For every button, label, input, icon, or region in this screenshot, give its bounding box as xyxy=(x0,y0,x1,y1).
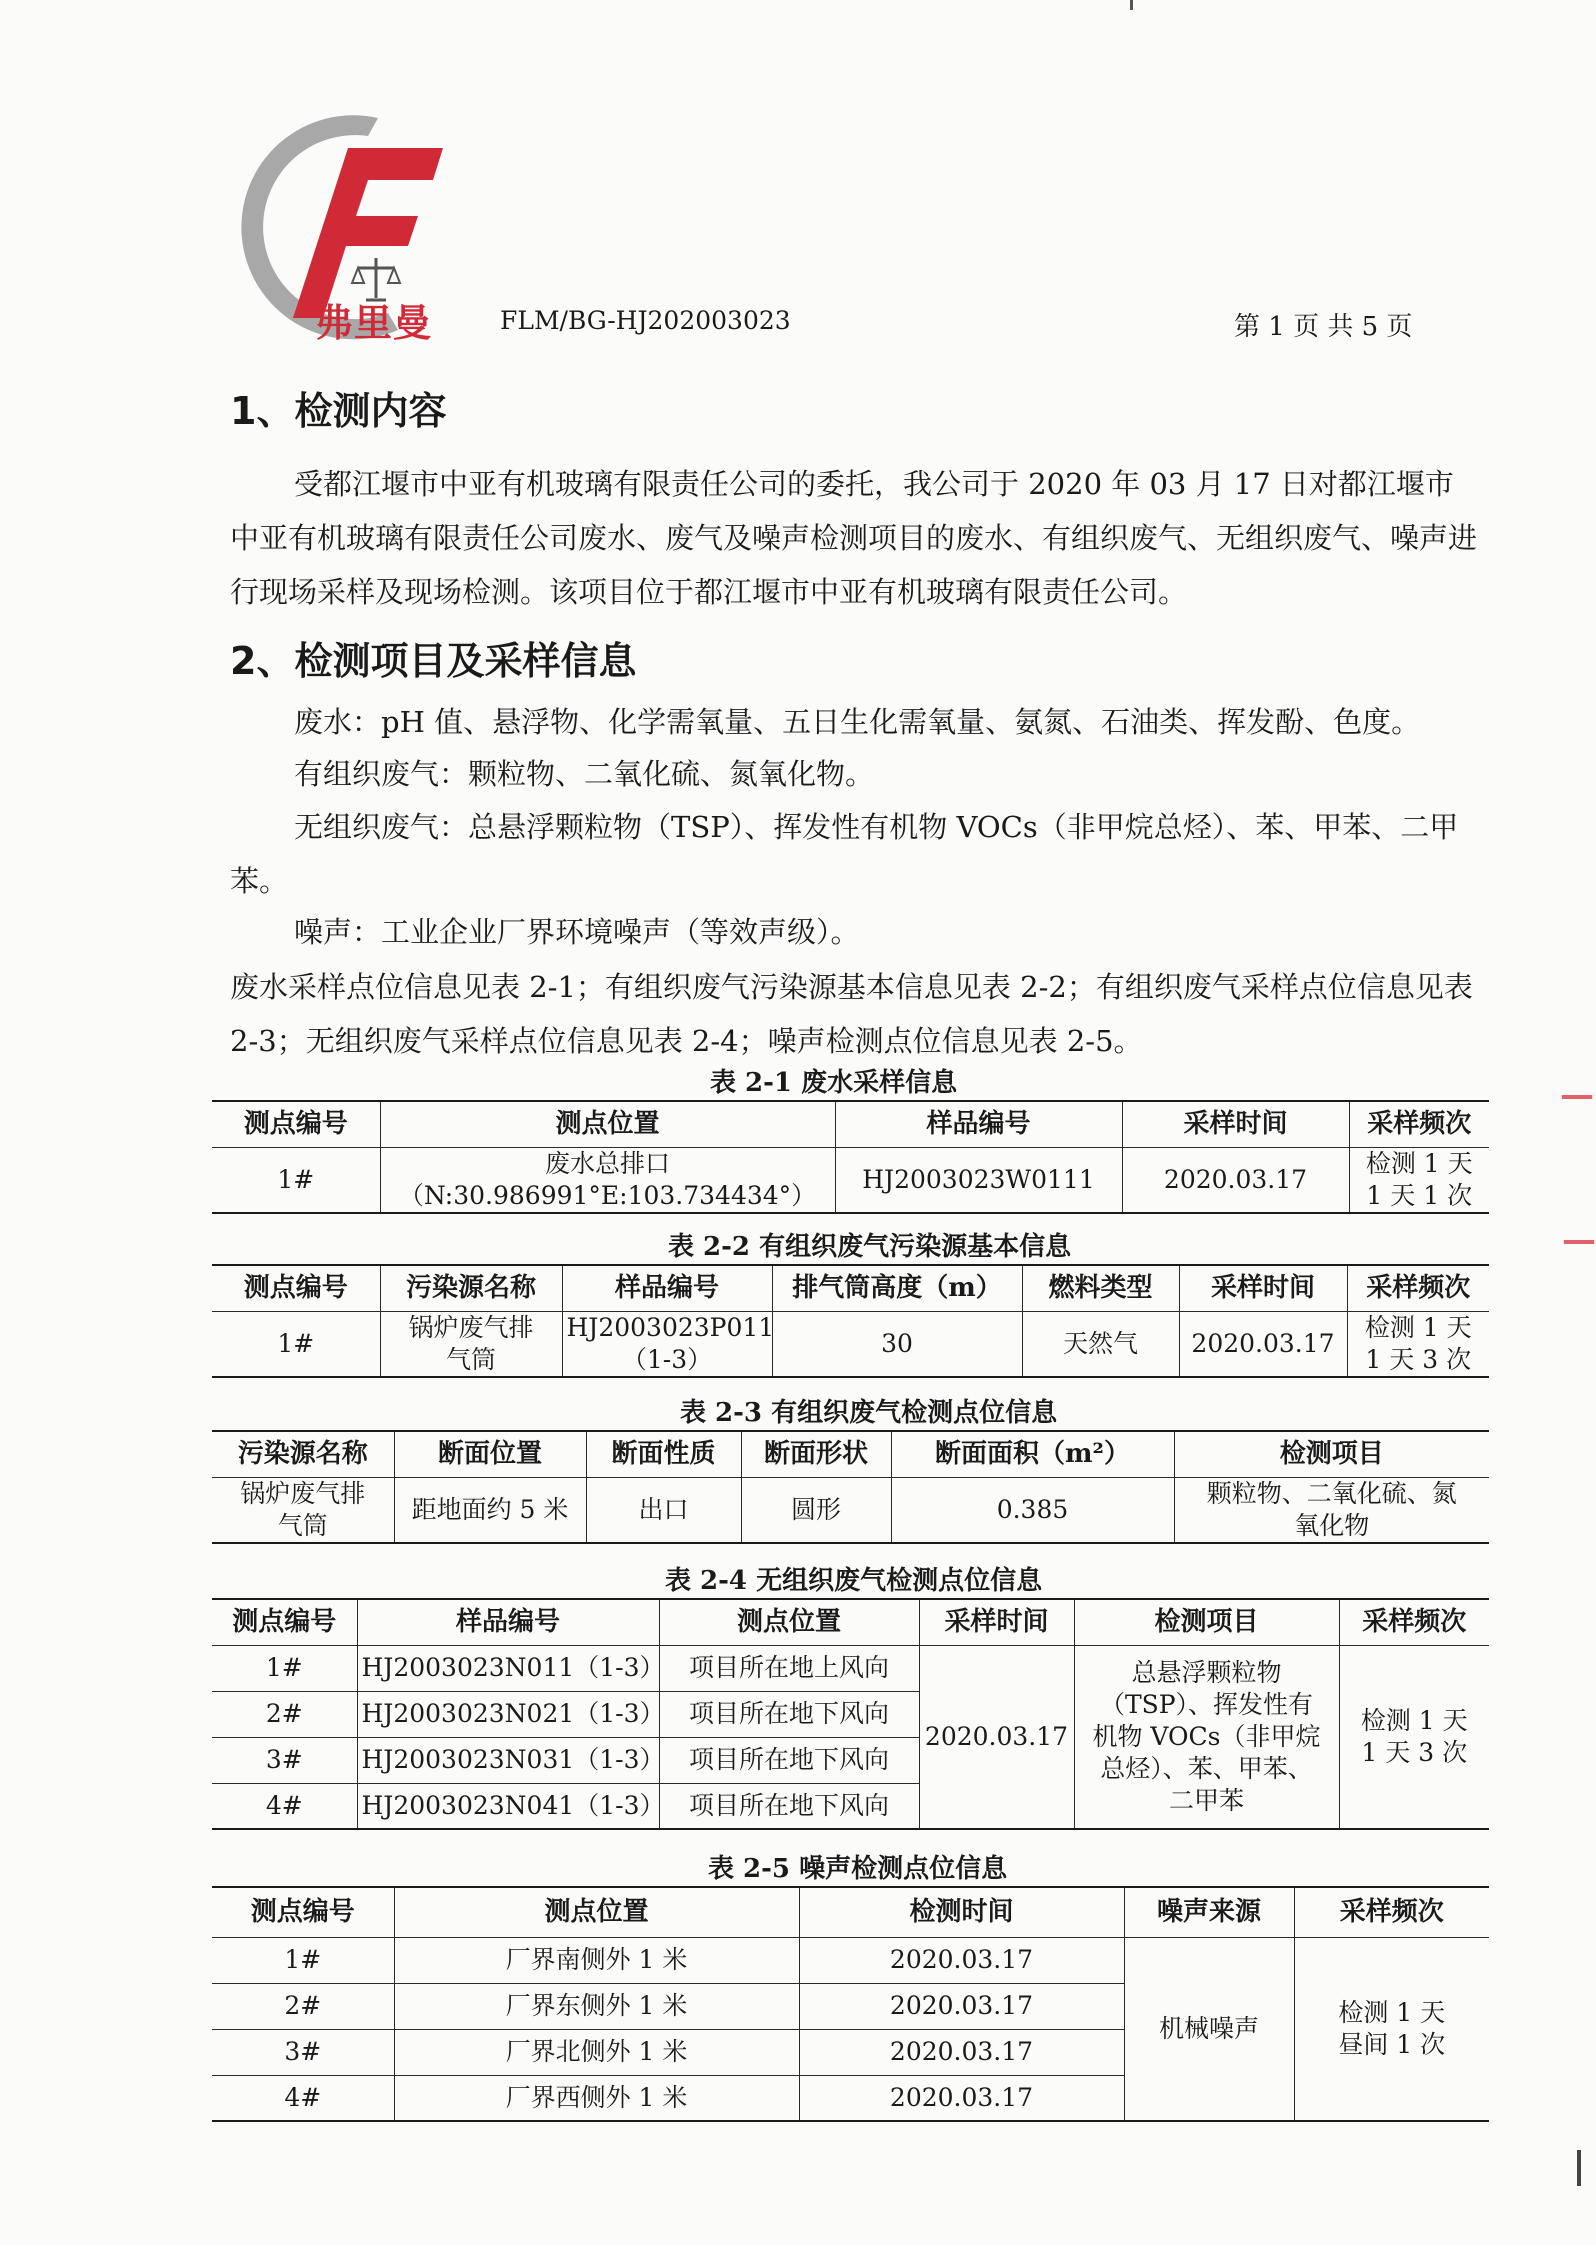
table-row xyxy=(212,1477,1489,1543)
cell-location: 项目所在地下风向 xyxy=(659,1783,919,1829)
table-row xyxy=(212,1645,1489,1691)
col-header: 样品编号 xyxy=(562,1265,772,1311)
cell-id: 4# xyxy=(212,1783,357,1829)
table-2-2 xyxy=(212,1264,1489,1378)
items-line-5: 二甲苯 xyxy=(1168,1785,1244,1815)
col-header: 测点编号 xyxy=(212,1887,394,1937)
cell-items xyxy=(1174,1477,1489,1543)
cell-time: 2020.03.17 xyxy=(1179,1311,1347,1377)
location-line-1: 废水总排口 xyxy=(544,1148,670,1178)
col-header: 采样频次 xyxy=(1294,1887,1489,1937)
frequency-line-1: 检测 1 天 xyxy=(1338,1997,1446,2027)
cell-id: 2# xyxy=(212,1691,357,1737)
cell-time: 2020.03.17 xyxy=(799,2029,1124,2075)
col-header: 测点位置 xyxy=(394,1887,799,1937)
cell-frequency xyxy=(1339,1645,1489,1829)
col-header: 燃料类型 xyxy=(1022,1265,1179,1311)
cell-location: 厂界南侧外 1 米 xyxy=(394,1937,799,1983)
col-header: 采样时间 xyxy=(919,1599,1074,1645)
col-header: 采样频次 xyxy=(1339,1599,1489,1645)
cell-id: 1# xyxy=(212,1937,394,1983)
cell-sample: HJ2003023N021（1-3） xyxy=(357,1691,659,1737)
cell-time: 2020.03.17 xyxy=(799,1937,1124,1983)
table-2-3-caption: 表 2-3 有组织废气检测点位信息 xyxy=(680,1398,1058,1428)
col-header: 断面形状 xyxy=(741,1431,891,1477)
table-2-4-caption: 表 2-4 无组织废气检测点位信息 xyxy=(665,1566,1043,1596)
cell-sample xyxy=(562,1311,775,1377)
col-header: 检测项目 xyxy=(1174,1431,1489,1477)
table-row xyxy=(212,1147,1489,1213)
sample-line-2: （1-3） xyxy=(621,1344,713,1374)
table-row xyxy=(212,1311,1489,1377)
col-header: 噪声来源 xyxy=(1124,1887,1294,1937)
noise-items: 噪声：工业企业厂界环境噪声（等效声级）。 xyxy=(294,915,860,949)
items-line-1: 颗粒物、二氧化硫、氮 xyxy=(1206,1478,1457,1508)
col-header: 采样频次 xyxy=(1349,1101,1489,1147)
col-header: 断面性质 xyxy=(586,1431,741,1477)
table-row xyxy=(212,1937,1489,1983)
cell-height: 30 xyxy=(772,1311,1022,1377)
cell-location: 厂界西侧外 1 米 xyxy=(394,2075,799,2121)
section-1-title: 1、检测内容 xyxy=(230,389,447,433)
cell-frequency xyxy=(1294,1937,1489,2121)
frequency-line-1: 检测 1 天 xyxy=(1365,1148,1473,1178)
cell-id: 1# xyxy=(212,1645,357,1691)
cell-area: 0.385 xyxy=(891,1477,1174,1543)
cell-items xyxy=(1074,1645,1339,1829)
section-2-title: 2、检测项目及采样信息 xyxy=(230,639,637,683)
cell-location: 项目所在地上风向 xyxy=(659,1645,919,1691)
cell-id: 3# xyxy=(212,2029,394,2075)
cell-sample: HJ2003023N031（1-3） xyxy=(357,1737,659,1783)
unorganized-gas-items: 无组织废气：总悬浮颗粒物（TSP）、挥发性有机物 VOCs（非甲烷总烃）、苯、甲苯、二甲苯。 xyxy=(230,810,1459,898)
frequency-line-2: 1 天 3 次 xyxy=(1361,1737,1468,1767)
frequency-line-2: 1 天 1 次 xyxy=(1366,1180,1473,1210)
col-header: 测点编号 xyxy=(212,1101,380,1147)
frequency-line-1: 检测 1 天 xyxy=(1364,1312,1472,1342)
organized-gas-items: 有组织废气：颗粒物、二氧化硫、氮氧化物。 xyxy=(294,757,875,791)
table-2-5-caption: 表 2-5 噪声检测点位信息 xyxy=(708,1854,1008,1884)
cell-id: 2# xyxy=(212,1983,394,2029)
col-header: 采样频次 xyxy=(1347,1265,1489,1311)
source-name-line-1: 锅炉废气排 xyxy=(240,1478,366,1508)
cell-shape: 圆形 xyxy=(741,1477,891,1543)
cell-frequency xyxy=(1349,1147,1489,1213)
cell-time: 2020.03.17 xyxy=(799,2075,1124,2121)
partial-stamp-top: — xyxy=(1560,1075,1594,1115)
partial-stamp-bottom: — xyxy=(1562,1220,1596,1260)
cell-sample: HJ2003023N041（1-3） xyxy=(357,1783,659,1829)
items-line-2: （TSP）、挥发性有 xyxy=(1099,1689,1314,1719)
source-name-line-2: 气筒 xyxy=(277,1510,328,1540)
table-2-2-caption: 表 2-2 有组织废气污染源基本信息 xyxy=(668,1232,1072,1262)
col-header: 采样时间 xyxy=(1122,1101,1349,1147)
cell-fuel: 天然气 xyxy=(1022,1311,1179,1377)
table-references: 废水采样点位信息见表 2-1；有组织废气污染源基本信息见表 2-2；有组织废气采样点位信息见表 2-3；无组织废气采样点位信息见表 2-4；噪声检测点位信息见表 2-5。 xyxy=(230,970,1473,1058)
items-line-2: 氧化物 xyxy=(1294,1510,1370,1540)
frequency-line-2: 昼间 1 次 xyxy=(1338,2029,1446,2059)
source-name-line-2: 气筒 xyxy=(445,1344,496,1374)
col-header: 污染源名称 xyxy=(380,1265,562,1311)
location-line-2: （N:30.986991°E:103.734434°） xyxy=(398,1180,817,1210)
cell-position: 距地面约 5 米 xyxy=(394,1477,586,1543)
cell-noise-source: 机械噪声 xyxy=(1124,1937,1294,2121)
items-line-4: 总烃）、苯、甲苯、 xyxy=(1100,1753,1313,1783)
cell-time: 2020.03.17 xyxy=(799,1983,1124,2029)
section-1-paragraph: 受都江堰市中亚有机玻璃有限责任公司的委托，我公司于 2020 年 03 月 17 日对都江堰市中亚有机玻璃有限责任公司废水、废气及噪声检测项目的废水、有组织废气、无组织废气、噪声进行现场采样及现场检测。该项目位于都江堰市中亚有机玻璃有限责任公司。 xyxy=(230,467,1478,609)
col-header: 样品编号 xyxy=(835,1101,1122,1147)
col-header: 测点位置 xyxy=(659,1599,919,1645)
col-header: 检测时间 xyxy=(799,1887,1124,1937)
cell-source-name xyxy=(212,1477,394,1543)
cell-location: 厂界东侧外 1 米 xyxy=(394,1983,799,2029)
cell-sample: HJ2003023W0111 xyxy=(835,1147,1122,1213)
cell-id: 1# xyxy=(212,1147,380,1213)
cell-time: 2020.03.17 xyxy=(919,1645,1074,1829)
col-header: 断面位置 xyxy=(394,1431,586,1477)
items-line-1: 总悬浮颗粒物 xyxy=(1131,1657,1282,1687)
cell-source-name xyxy=(380,1311,562,1377)
table-2-5 xyxy=(212,1886,1489,2122)
cell-location xyxy=(380,1147,835,1213)
col-header: 测点编号 xyxy=(212,1599,357,1645)
cell-frequency xyxy=(1347,1311,1489,1377)
col-header: 采样时间 xyxy=(1179,1265,1347,1311)
col-header: 断面面积（m²） xyxy=(891,1431,1174,1477)
right-edge-mark xyxy=(1577,2150,1581,2186)
col-header: 检测项目 xyxy=(1074,1599,1339,1645)
cell-time: 2020.03.17 xyxy=(1122,1147,1349,1213)
col-header: 样品编号 xyxy=(357,1599,659,1645)
table-2-3 xyxy=(212,1430,1489,1544)
col-header: 测点位置 xyxy=(380,1101,835,1147)
frequency-line-2: 1 天 3 次 xyxy=(1365,1344,1472,1374)
cell-sample: HJ2003023N011（1-3） xyxy=(357,1645,659,1691)
cell-id: 3# xyxy=(212,1737,357,1783)
page-indicator: 第 1 页 共 5 页 xyxy=(1234,312,1413,342)
cell-nature: 出口 xyxy=(586,1477,741,1543)
table-2-1-caption: 表 2-1 废水采样信息 xyxy=(710,1068,958,1098)
top-edge-mark xyxy=(1130,0,1133,10)
cell-id: 1# xyxy=(212,1311,380,1377)
col-header: 排气筒高度（m） xyxy=(772,1265,1022,1311)
wastewater-items: 废水：pH 值、悬浮物、化学需氧量、五日生化需氧量、氨氮、石油类、挥发酚、色度。 xyxy=(294,705,1421,739)
table-2-1 xyxy=(212,1100,1489,1214)
col-header: 测点编号 xyxy=(212,1265,380,1311)
logo-text: 弗里曼 xyxy=(315,301,433,345)
cell-id: 4# xyxy=(212,2075,394,2121)
cell-location: 厂界北侧外 1 米 xyxy=(394,2029,799,2075)
source-name-line-1: 锅炉废气排 xyxy=(408,1312,534,1342)
document-code: FLM/BG-HJ202003023 xyxy=(500,306,791,335)
items-line-3: 机物 VOCs（非甲烷 xyxy=(1092,1721,1321,1751)
col-header: 污染源名称 xyxy=(212,1431,394,1477)
cell-location: 项目所在地下风向 xyxy=(659,1737,919,1783)
sample-line-1: HJ2003023P011 xyxy=(566,1312,775,1342)
table-2-4 xyxy=(212,1598,1489,1830)
cell-location: 项目所在地下风向 xyxy=(659,1691,919,1737)
frequency-line-1: 检测 1 天 xyxy=(1360,1705,1468,1735)
